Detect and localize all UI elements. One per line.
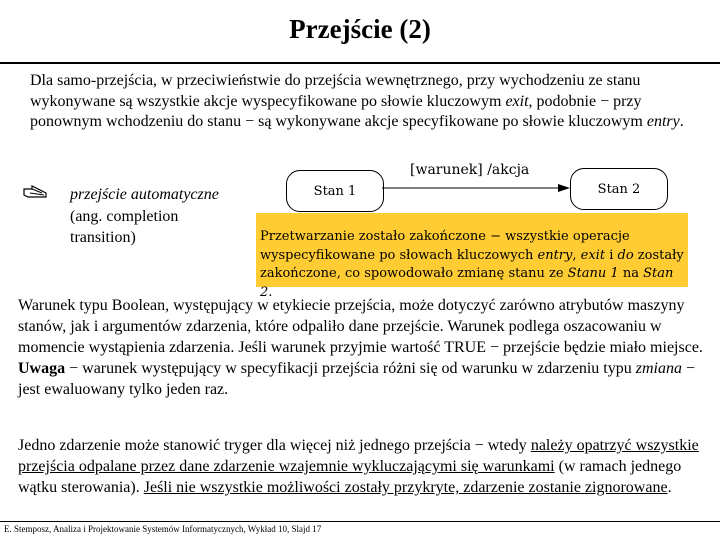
transition-arrow	[382, 180, 572, 200]
boolean-condition-paragraph	[18, 295, 708, 400]
footer-divider	[0, 521, 720, 522]
pointing-hand-icon	[22, 183, 50, 201]
auto-label-line1: przejście automatyczne	[70, 186, 219, 203]
para1-text-3: − jest ewaluowany tylko jeden raz.	[18, 360, 695, 398]
para2-underlined-1: należy opatrzyć wszystkie przejścia odpalane przez dane zdarzenie wzajemnie wykluczającymi się warunkami	[18, 437, 699, 475]
auto-label-line3: transition)	[70, 229, 136, 246]
intro-text-2: , podobnie − przy ponownym wchodzeniu do stanu − są wykonywane akcje specyfikowane po słowie kluczowym	[30, 92, 647, 130]
state-1-box	[286, 170, 384, 212]
note-text-4: zostały zakończone, co spowodowało zmianę stanu ze	[260, 247, 684, 281]
auto-label-line2: (ang. completion	[70, 207, 179, 225]
intro-keyword-entry: entry	[646, 113, 680, 130]
note-text-6: .	[268, 284, 273, 300]
intro-text-3: .	[679, 113, 684, 130]
note-keyword-do: do	[617, 247, 634, 263]
transition-label: [warunek] /akcja	[410, 162, 530, 178]
intro-keyword-exit: exit	[505, 92, 529, 110]
footer-citation: E. Stemposz, Analiza i Projektowanie Systemów Informatycznych, Wykład 10, Slajd 17	[4, 524, 322, 534]
note-text-1: Przetwarzanie zostało zakończone − wszystkie operacje wyspecyfikowane po słowach kluczowych	[260, 229, 630, 263]
title-divider	[0, 62, 720, 64]
intro-paragraph	[30, 71, 700, 133]
note-keyword-exit: exit	[580, 247, 606, 263]
trigger-paragraph	[18, 435, 708, 498]
para2-text-2: (w ramach jednego wątku sterowania).	[18, 458, 682, 496]
note-keyword-entry: entry	[537, 247, 573, 263]
para1-uwaga: Uwaga	[18, 360, 66, 377]
note-text-2: ,	[572, 247, 581, 263]
note-state-2: Stan 2	[260, 266, 674, 300]
intro-text-1: Dla samo-przejścia, w przeciwieństwie do przejścia wewnętrznego, przy wychodzeniu ze stanu wykonywane są wszystkie akcje wyspecyfikowane po słowie kluczowym	[30, 72, 641, 110]
para2-underlined-2: Jeśli nie wszystkie możliwości zostały przykryte, zdarzenie zostanie zignorowane	[143, 479, 668, 496]
para1-text-1: Warunek typu Boolean, występujący w etykiecie przejścia, może dotyczyć zarówno atrybutów maszyny stanów, jak i argumentów zdarzenia, które odpaliło dane przejście. Warunek podlega oszacowaniu w momencie wystąpienia zdarzenia. Jeśli warunek przyjmie wartość TRUE − przejście będzie miało miejsce.	[18, 297, 703, 356]
para2-text-3: .	[667, 479, 672, 496]
state-2-box	[570, 168, 668, 210]
note-state-1: Stanu 1	[567, 266, 619, 281]
note-text	[260, 228, 686, 302]
state-2-label: Stan 2	[597, 181, 641, 197]
state-1-label: Stan 1	[313, 183, 357, 199]
note-text-5: na	[618, 266, 644, 281]
para1-zmiana: zmiana	[635, 360, 682, 377]
automatic-transition-label	[70, 184, 260, 249]
note-text-3: i	[605, 247, 618, 263]
para2-text-1: Jedno zdarzenie może stanowić tryger dla więcej niż jednego przejścia − wtedy	[18, 437, 531, 454]
page-title: Przejście (2)	[289, 14, 431, 44]
para1-text-2: − warunek występujący w specyfikacji przejścia różni się od warunku w zdarzeniu typu	[65, 360, 636, 377]
